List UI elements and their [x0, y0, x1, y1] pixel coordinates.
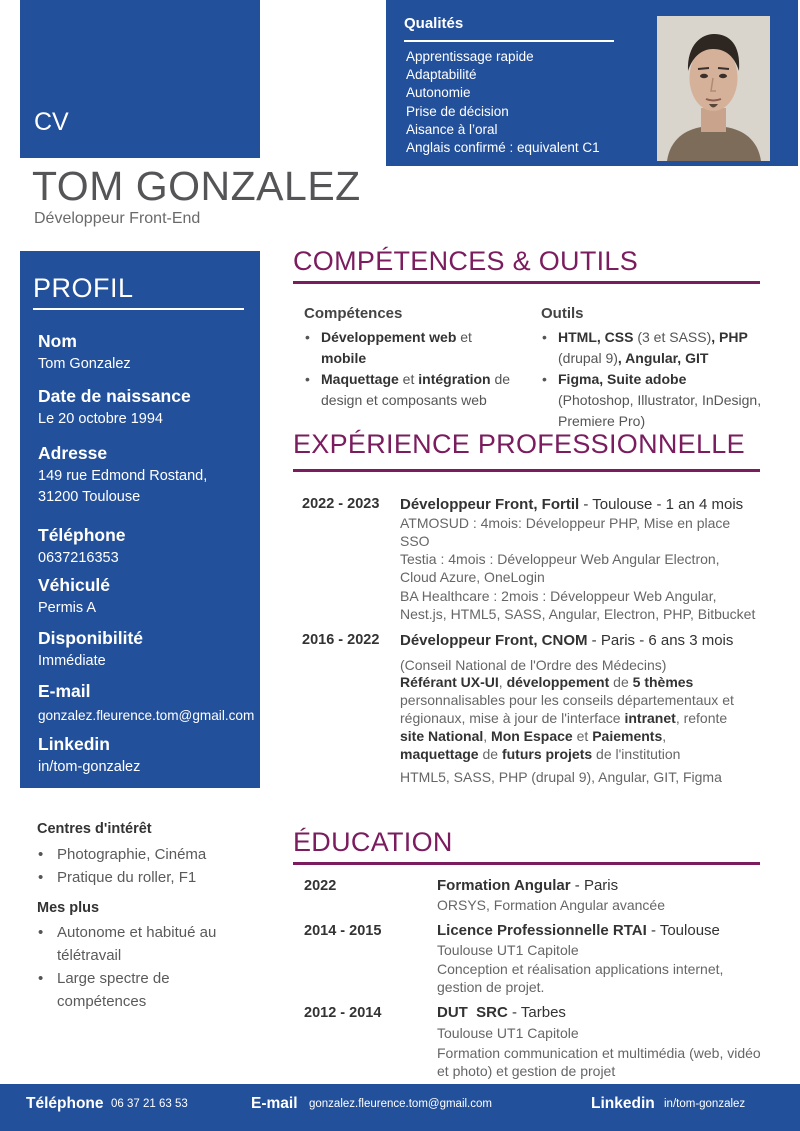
job-text: régionaux, mise à jour de l'interface: [400, 710, 625, 726]
field-value-vehicle: Permis A: [38, 600, 97, 616]
job-detail-line: ATMOSUD : 4mois: Développeur PHP, Mise en place: [400, 515, 731, 531]
education-detail: gestion de projet.: [437, 979, 545, 995]
extra-item: [38, 967, 216, 1013]
competence-item: [321, 327, 472, 369]
field-label-phone: Téléphone: [38, 525, 126, 545]
job-detail-line: Testia : 4mois : Développeur Web Angular Electron,: [400, 551, 720, 567]
footer-email-value[interactable]: gonzalez.fleurence.tom@gmail.com: [309, 1098, 492, 1110]
job-role: Développeur Front, CNOM: [400, 632, 588, 649]
quality-item: Aisance à l’oral: [406, 121, 498, 137]
interest-item: • Pratique du roller, F1: [38, 866, 206, 889]
tool-strong: Figma, Suite adobe: [558, 371, 687, 387]
job-meta: - Toulouse - 1 an 4 mois: [579, 496, 744, 513]
extra-item-line: compétences: [57, 993, 147, 1010]
job-text: de: [478, 746, 502, 762]
field-value-availability: Immédiate: [38, 653, 106, 669]
job-text: ,: [483, 728, 492, 744]
qualities-list: [406, 48, 600, 157]
job-detail-line: BA Healthcare : 2mois : Développeur Web Angular,: [400, 588, 717, 604]
job-strong: site National: [400, 728, 484, 744]
interest-item: • Photographie, Cinéma: [38, 843, 206, 866]
education-detail: Toulouse UT1 Capitole: [437, 1025, 579, 1041]
competence-strong: Développement web: [321, 329, 457, 345]
extra-item-line: télétravail: [57, 947, 122, 964]
interests-title: Centres d'intérêt: [37, 821, 152, 837]
job-text: de: [609, 674, 633, 690]
skills-section-rule: [293, 281, 760, 284]
job-strong: 5 thèmes: [632, 674, 694, 690]
job-tech: HTML5, SASS, PHP (drupal 9), Angular, GIT, Figma: [400, 769, 722, 785]
cv-header-block: [20, 0, 260, 158]
job-meta: - Paris - 6 ans 3 mois: [587, 632, 734, 649]
job-text: de l'institution: [592, 746, 681, 762]
extra-item: [38, 921, 216, 967]
job-detail-line: [400, 745, 680, 763]
job-text: ,: [662, 728, 667, 744]
education-dates: 2022: [304, 878, 337, 894]
education-degree: Formation Angular: [437, 877, 571, 894]
education-dates: 2014 - 2015: [304, 923, 382, 939]
job-role: Développeur Front, Fortil: [400, 496, 580, 513]
education-location: - Paris: [570, 877, 619, 894]
tool-text: Premiere Pro): [558, 413, 646, 429]
qualities-block: [386, 0, 798, 166]
field-value-address-line1: 149 rue Edmond Rostand,: [38, 468, 208, 484]
job-detail-line: Nest.js, HTML5, SASS, Angular, Electron, PHP, Bitbucket: [400, 606, 756, 622]
field-value-name: Tom Gonzalez: [38, 356, 131, 372]
quality-item: Anglais confirmé : equivalent C1: [406, 140, 600, 156]
job-text: , refonte: [675, 710, 728, 726]
job-strong: Référant UX-UI: [400, 674, 499, 690]
tool-strong: HTML, CSS: [558, 329, 634, 345]
education-title: [437, 877, 618, 894]
footer-phone-value[interactable]: 06 37 21 63 53: [111, 1098, 188, 1110]
competence-text: de: [490, 371, 511, 387]
skills-section-title: COMPÉTENCES & OUTILS: [293, 246, 639, 276]
tool-text: (drupal 9): [558, 350, 618, 366]
competence-strong: mobile: [321, 350, 367, 366]
job-title: [400, 496, 743, 513]
job-strong: intranet: [624, 710, 676, 726]
job-detail-line: SSO: [400, 533, 430, 549]
contact-footer: [0, 1084, 800, 1131]
job-dates: 2016 - 2022: [302, 632, 380, 648]
competence-strong: intégration: [418, 371, 491, 387]
footer-linkedin-label: Linkedin: [591, 1095, 655, 1112]
job-strong: maquettage: [400, 746, 479, 762]
education-section-rule: [293, 862, 760, 865]
portrait-illustration: [657, 16, 770, 161]
education-detail: Conception et réalisation applications internet,: [437, 961, 724, 977]
interests-list: [38, 843, 206, 889]
quality-item: Apprentissage rapide: [406, 49, 534, 64]
education-detail: Formation communication et multimédia (web, vidéo: [437, 1045, 761, 1061]
cv-label: CV: [34, 108, 69, 136]
field-value-linkedin[interactable]: in/tom-gonzalez: [38, 759, 141, 775]
tool-strong: , Angular, GIT: [617, 350, 709, 366]
footer-phone-label: Téléphone: [26, 1095, 104, 1112]
job-title: Développeur Front-End: [34, 210, 201, 227]
extra-item-line: Large spectre de: [57, 970, 170, 987]
competence-strong: Maquettage: [321, 371, 399, 387]
field-label-vehicle: Véhiculé: [38, 575, 110, 595]
tools-heading: Outils: [541, 305, 584, 322]
job-title: [400, 632, 733, 649]
job-org: (Conseil National de l'Ordre des Médecins): [400, 657, 667, 673]
competence-text: design et composants web: [321, 392, 487, 408]
field-value-email[interactable]: gonzalez.fleurence.tom@gmail.com: [38, 708, 255, 723]
competence-text: et: [456, 329, 472, 345]
job-detail-line: Cloud Azure, OneLogin: [400, 569, 545, 585]
field-value-phone: 0637216353: [38, 550, 119, 566]
qualities-title: Qualités: [404, 15, 464, 32]
education-title: [437, 1004, 566, 1021]
field-value-birthdate: Le 20 octobre 1994: [38, 411, 163, 427]
extras-title: Mes plus: [37, 900, 100, 916]
competences-heading: Compétences: [304, 305, 403, 322]
education-detail: Toulouse UT1 Capitole: [437, 942, 579, 958]
education-degree: Licence Professionnelle RTAI: [437, 922, 647, 939]
field-label-email: E-mail: [38, 681, 91, 701]
profile-photo: [657, 16, 770, 161]
education-location: - Tarbes: [507, 1004, 566, 1021]
job-text: ,: [498, 674, 507, 690]
field-label-address: Adresse: [38, 443, 108, 463]
job-strong: développement: [506, 674, 610, 690]
quality-item: Autonomie: [406, 85, 471, 101]
experience-section-title: EXPÉRIENCE PROFESSIONNELLE: [293, 429, 745, 459]
footer-linkedin-value[interactable]: in/tom-gonzalez: [664, 1098, 746, 1110]
education-title: [437, 922, 720, 939]
experience-section-rule: [293, 469, 760, 472]
education-detail: ORSYS, Formation Angular avancée: [437, 897, 666, 913]
competence-item: [321, 369, 510, 411]
education-location: - Toulouse: [646, 922, 720, 939]
tool-text: (Photoshop, Illustrator, InDesign,: [558, 392, 762, 408]
footer-email-label: E-mail: [251, 1095, 298, 1112]
education-dates: 2012 - 2014: [304, 1005, 382, 1021]
job-detail-line: [400, 727, 666, 745]
job-strong: Mon Espace: [491, 728, 573, 744]
job-strong: futurs projets: [501, 746, 593, 762]
job-detail-line: [400, 709, 727, 727]
extra-item-line: Autonome et habitué au: [57, 924, 217, 941]
profile-sidebar: [20, 251, 260, 788]
tool-text: (3 et SASS): [633, 329, 712, 345]
education-section-title: ÉDUCATION: [293, 827, 453, 857]
field-label-availability: Disponibilité: [38, 628, 143, 648]
job-text: et: [572, 728, 593, 744]
field-label-linkedin: Linkedin: [38, 734, 110, 754]
qualities-underline: [404, 40, 614, 42]
job-detail-line: personnalisables pour les conseils départementaux et: [400, 692, 734, 708]
extras-list: [38, 921, 216, 1013]
quality-item: Adaptabilité: [406, 67, 477, 83]
tool-item: [558, 327, 748, 369]
field-label-name: Nom: [38, 331, 77, 351]
education-degree: DUT SRC: [437, 1004, 508, 1021]
candidate-name: TOM GONZALEZ: [32, 163, 361, 209]
profile-underline: [33, 308, 244, 310]
job-dates: 2022 - 2023: [302, 496, 380, 512]
field-value-address-line2: 31200 Toulouse: [38, 489, 141, 505]
quality-item: Prise de décision: [406, 103, 509, 119]
competence-text: et: [398, 371, 419, 387]
education-detail: et photo) et gestion de projet: [437, 1063, 616, 1079]
field-label-birthdate: Date de naissance: [38, 386, 191, 406]
tool-item: [558, 369, 761, 432]
job-strong: Paiements: [592, 728, 663, 744]
tool-strong: , PHP: [711, 329, 748, 345]
job-detail-line: [400, 673, 693, 691]
profile-title: PROFIL: [33, 273, 134, 303]
